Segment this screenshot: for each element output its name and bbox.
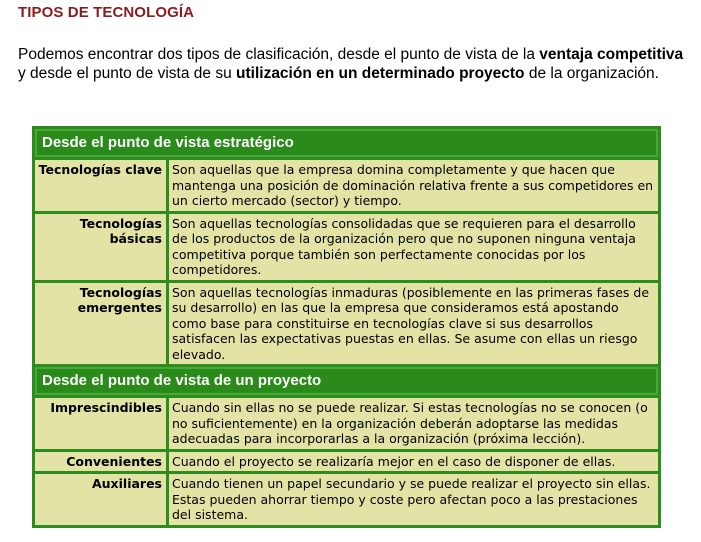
intro-text-1: Podemos encontrar dos tipos de clasificación, desde el punto de vista de la: [18, 46, 540, 63]
row-label: Imprescindibles: [35, 398, 166, 449]
row-label: Convenientes: [35, 452, 166, 472]
intro-text-2: y desde el punto de vista de su: [18, 65, 237, 82]
row-description: Cuando sin ellas no se puede realizar. Si estas tecnologías no se conocen (o no suficientemente) en la organización deberán adoptarse las medidas adecuadas para incorporarlas a la organización (próxima lección).: [169, 398, 658, 449]
section-heading-project: Desde el punto de vista de un proyecto: [35, 367, 658, 395]
table-row: [35, 283, 658, 365]
intro-paragraph: [18, 45, 688, 83]
intro-text-3: de la organización.: [524, 65, 659, 82]
row-description: Son aquellas tecnologías consolidadas que se requieren para el desarrollo de los productos de la organización pero que no suponen ninguna ventaja competitiva porque también son perfectamente conocidas por los competidores.: [169, 214, 658, 280]
row-label: Tecnologías básicas: [35, 214, 166, 280]
row-description: Cuando tienen un papel secundario y se puede realizar el proyecto sin ellas. Estas pueden ahorrar tiempo y coste pero afectan poco a las prestaciones del sistema.: [169, 474, 658, 525]
technology-types-table: [32, 126, 661, 528]
table-row: [35, 398, 658, 449]
row-description: Son aquellas que la empresa domina completamente y que hacen que mantenga una posición de dominación relativa frente a sus competidores en un cierto mercado (sector) y tiempo.: [169, 160, 658, 211]
table-row: [35, 214, 658, 280]
table-row: [35, 452, 658, 472]
table-row: [35, 160, 658, 211]
row-label: Tecnologías emergentes: [35, 283, 166, 365]
row-description: Cuando el proyecto se realizaría mejor en el caso de disponer de ellas.: [169, 452, 658, 472]
row-label: Auxiliares: [35, 474, 166, 525]
section-heading-strategic: Desde el punto de vista estratégico: [35, 129, 658, 157]
page-title: TIPOS DE TECNOLOGÍA: [18, 4, 195, 21]
intro-bold-1: ventaja competitiva: [539, 46, 684, 63]
intro-bold-2: utilización en un determinado proyecto: [236, 65, 525, 82]
row-label: Tecnologías clave: [35, 160, 166, 211]
row-description: Son aquellas tecnologías inmaduras (posiblemente en las primeras fases de su desarrollo) en las que la empresa que consideramos está apostando como base para constituirse en tecnologías clave si sus desarrollos satisfacen las expectativas puestas en ellas. Se asume con ellas un riesgo elevado.: [169, 283, 658, 365]
table-row: [35, 474, 658, 525]
